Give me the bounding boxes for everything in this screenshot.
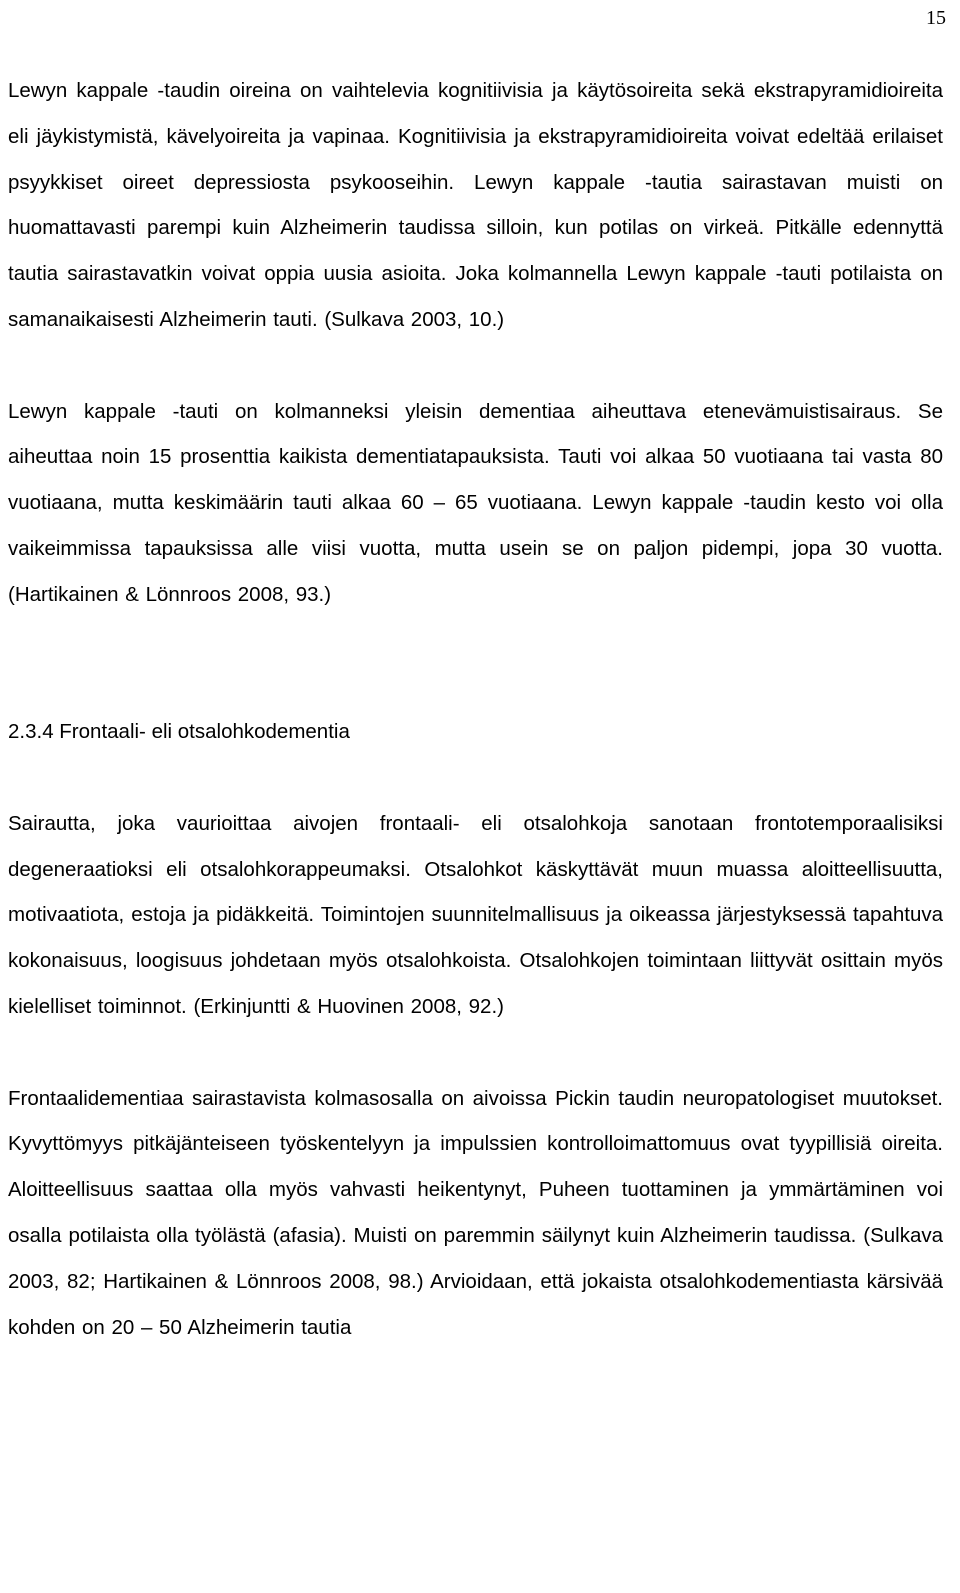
page-number: 15 — [926, 7, 946, 29]
paragraph-frontal-definition: Sairautta, joka vaurioittaa aivojen frontaali- eli otsalohkoja sanotaan frontotemporaalisiksi degeneraatioksi eli otsalohkorappeumaksi. Otsalohkot käskyttävät muun muassa aloitteellisuutta, motivaatiota, estoja ja pidäkkeitä. Toimintojen suunnitelmallisuus ja oikeassa järjestyksessä tapahtuva kokonaisuus, loogisuus johdetaan myös otsalohkoista. Otsalohkojen toimintaan liittyvät osittain myös kielelliset toiminnot. (Erkinjuntti & Huovinen 2008, 92.) — [8, 811, 943, 1018]
section-heading: 2.3.4 Frontaali- eli otsalohkodementia — [8, 720, 350, 744]
paragraph-lewy-prevalence: Lewyn kappale -tauti on kolmanneksi yleisin dementiaa aiheuttava etenevämuistisairaus. Se aiheuttaa noin 15 prosenttia kaikista dementiatapauksista. Tauti voi alkaa 50 vuotiaana tai vasta 80 vuotiaana, mutta keskimäärin tauti alkaa 60 – 65 vuotiaana. Lewyn kappale -taudin kesto voi olla vaikeimmissa tapauksissa alle viisi vuotta, mutta usein se on paljon pidempi, jopa 30 vuotta. (Hartikainen & Lönnroos 2008, 93.) — [8, 399, 943, 606]
paragraph-frontal-symptoms: Frontaalidementiaa sairastavista kolmasosalla on aivoissa Pickin taudin neuropatologiset muutokset. Kyvyttömyys pitkäjänteiseen työskentelyyn ja impulssien kontrolloimattomuus ovat tyypillisiä oireita. Aloitteellisuus saattaa olla myös vahvasti heikentynyt, Puheen tuottaminen ja ymmärtäminen voi osalla potilaista olla työlästä (afasia). Muisti on paremmin säilynyt kuin Alzheimerin taudissa. (Sulkava 2003, 82; Hartikainen & Lönnroos 2008, 98.) Arvioidaan, että jokaista otsalohkodementiasta kärsivää kohden on 20 – 50 Alzheimerin tautia — [8, 1086, 943, 1339]
document-body — [8, 68, 943, 1350]
paragraph-lewy-symptoms: Lewyn kappale -taudin oireina on vaihtelevia kognitiivisia ja käytösoireita sekä ekstrapyramidioireita eli jäykistymistä, kävelyoireita ja vapinaa. Kognitiivisia ja ekstrapyramidioireita voivat edeltää erilaiset psyykkiset oireet depressiosta psykooseihin. Lewyn kappale -tautia sairastavan muisti on huomattavasti parempi kuin Alzheimerin taudissa silloin, kun potilas on virkeä. Pitkälle edennyttä tautia sairastavatkin voivat oppia uusia asioita. Joka kolmannella Lewyn kappale -tauti potilaista on samanaikaisesti Alzheimerin tauti. (Sulkava 2003, 10.) — [8, 79, 943, 331]
